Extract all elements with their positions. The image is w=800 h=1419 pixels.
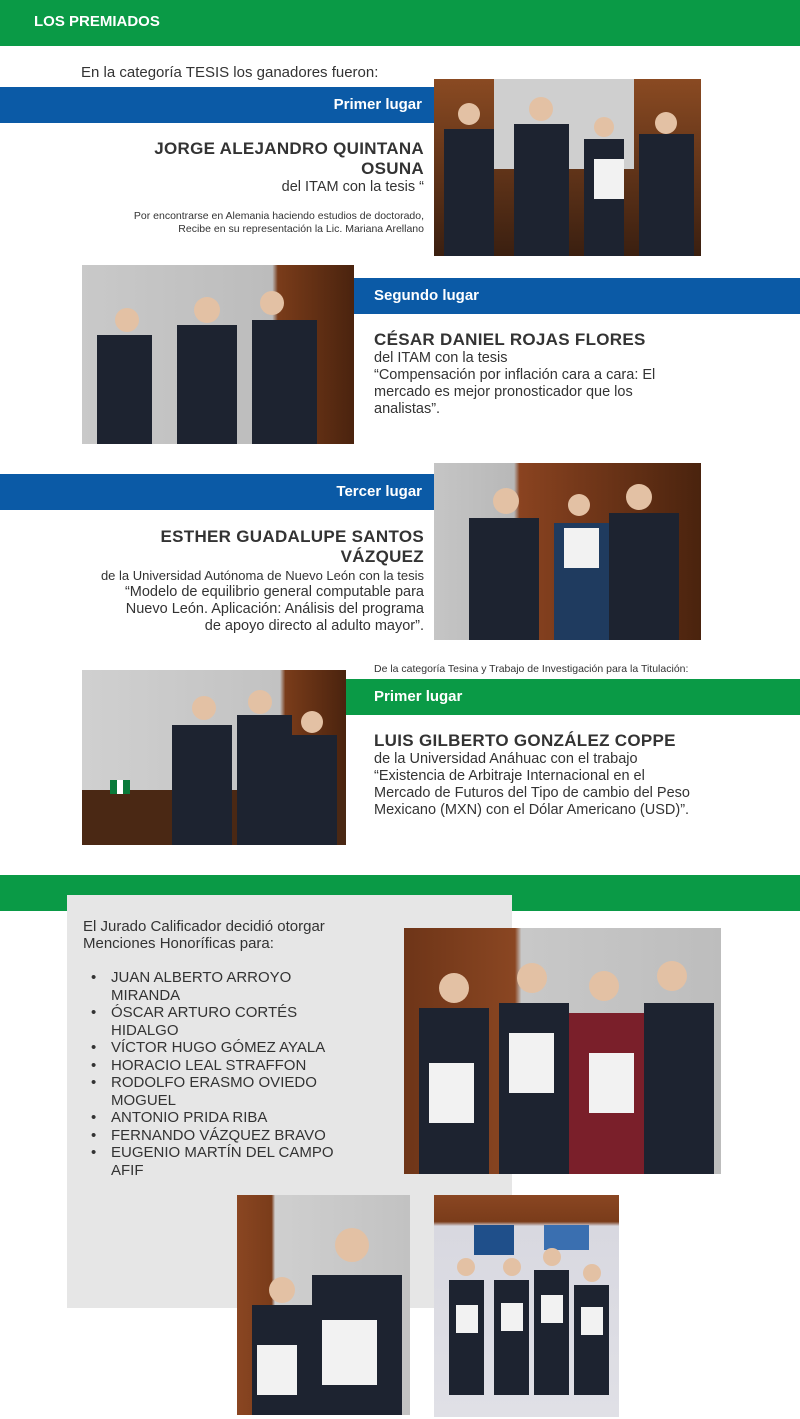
third-place-bar [0,474,434,510]
work-title-end: Mexicano (MXN) con el Dólar Americano (USD)”. [374,802,690,818]
header-bar [0,0,800,46]
second-place-label: Segundo lugar [374,287,479,304]
thesis-title-end: analistas”. [374,401,441,417]
list-item: • JUAN ALBERTO ARROYO MIRANDA [83,969,403,1004]
mentions-photo-pair [237,1195,410,1415]
ceremony-photo-4 [82,670,346,845]
winner-detail: de la Universidad Autónoma de Nuevo León con la tesis [100,568,424,583]
representation-note-cont: Recibe en su representación la Lic. Mariana Arellano [178,223,424,235]
thesis-title: “Compensación por inflación cara a cara: El [374,367,656,383]
winner-name: LUIS GILBERTO GONZÁLEZ COPPE [374,731,676,750]
thesis-title-cont: mercado es mejor pronosticador que los [374,384,633,400]
tesina-first-place-label: Primer lugar [374,688,463,705]
winner-name: CÉSAR DANIEL ROJAS FLORES [374,330,646,349]
list-item: • HORACIO LEAL STRAFFON [83,1057,403,1075]
work-title: “Existencia de Arbitraje Internacional en el [374,768,645,784]
second-place-text [374,330,794,418]
thesis-title-end: de apoyo directo al adulto mayor”. [204,618,424,634]
category-note: De la categoría Tesina y Trabajo de Investigación para la Titulación: [374,663,689,675]
winner-name-cont: OSUNA [361,159,424,178]
winner-detail: del ITAM con la tesis “ [281,179,424,195]
thesis-title: “Modelo de equilibrio general computable para [124,584,424,600]
tesina-first-place-bar [346,679,800,715]
representation-note: Por encontrarse en Alemania haciendo estudios de doctorado, [133,210,424,222]
tesina-first-place-text [374,731,794,819]
ceremony-photo-2 [82,265,354,444]
mentions-intro: El Jurado Calificador decidió otorgar [83,918,325,935]
winner-name-cont: VÁZQUEZ [340,547,424,566]
work-title-cont: Mercado de Futuros del Tipo de cambio del Peso [374,785,690,801]
winner-detail: de la Universidad Anáhuac con el trabajo [374,751,638,767]
winner-name: JORGE ALEJANDRO QUINTANA [154,139,424,158]
first-place-bar [0,87,434,123]
thesis-title-cont: Nuevo León. Aplicación: Análisis del programa [125,601,424,617]
ceremony-photo-3 [434,463,701,640]
ceremony-photo-1 [434,79,701,256]
mentions-photo-group [404,928,721,1174]
list-item: • EUGENIO MARTÍN DEL CAMPO AFIF [83,1144,403,1179]
page-title: LOS PREMIADOS [34,13,160,30]
third-place-text [60,527,424,635]
list-item: • RODOLFO ERASMO OVIEDO MOGUEL [83,1074,403,1109]
winner-detail: del ITAM con la tesis [374,350,508,366]
list-item: • ÓSCAR ARTURO CORTÉS HIDALGO [83,1004,403,1039]
second-place-bar [354,278,800,314]
winner-name: ESTHER GUADALUPE SANTOS [160,527,424,546]
third-place-label: Tercer lugar [336,483,422,500]
mentions-list [83,969,403,1179]
list-item: • VÍCTOR HUGO GÓMEZ AYALA [83,1039,403,1057]
first-place-text [60,139,424,236]
intro-text: En la categoría TESIS los ganadores fueron: [81,64,379,81]
mentions-photo-stage [434,1195,619,1417]
mentions-intro-cont: Menciones Honoríficas para: [83,935,274,952]
list-item: • FERNANDO VÁZQUEZ BRAVO [83,1127,403,1145]
first-place-label: Primer lugar [333,96,422,113]
mentions-section [83,918,403,1179]
list-item: • ANTONIO PRIDA RIBA [83,1109,403,1127]
